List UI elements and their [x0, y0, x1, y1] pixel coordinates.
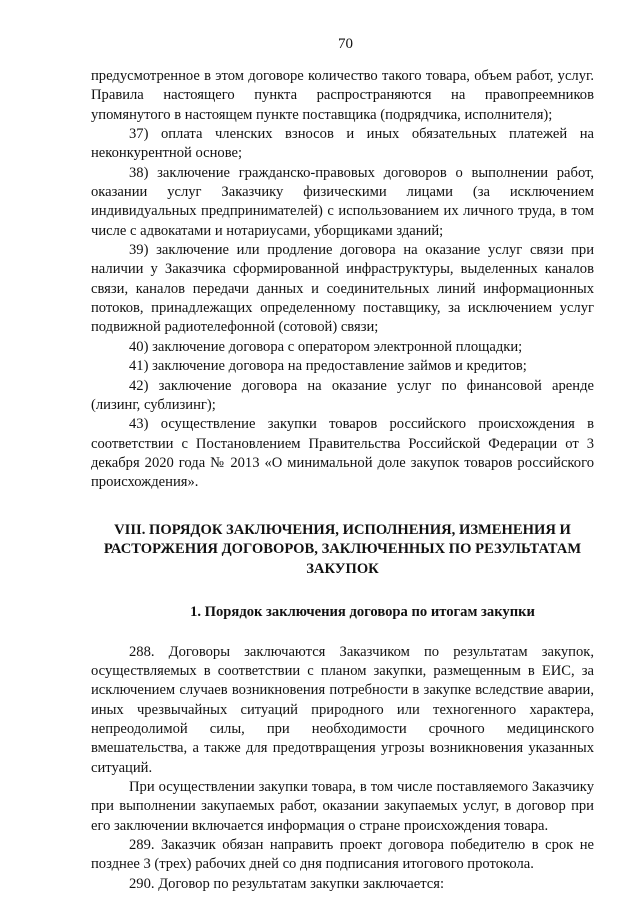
list-item-38: 38) заключение гражданско-правовых договоров о выполнении работ, оказании услуг Заказчику физическими лицами (за исключением индивидуальных предпринимателей) с использованием их личного труда, в том числе с адвокатами и нотариусами, уборщиками зданий; [91, 164, 594, 239]
list-item-42: 42) заключение договора на оказание услуг по финансовой аренде (лизинг, сублизинг); [91, 377, 594, 413]
document-page [91, 34, 594, 894]
section-title: VIII. ПОРЯДОК ЗАКЛЮЧЕНИЯ, ИСПОЛНЕНИЯ, ИЗМЕНЕНИЯ И РАСТОРЖЕНИЯ ДОГОВОРОВ, ЗАКЛЮЧЕННЫХ ПО РЕЗУЛЬТАТАМ ЗАКУПОК [103, 521, 582, 577]
subsection-title: 1. Порядок заключения договора по итогам закупки [190, 604, 535, 621]
paragraph-origin: При осуществлении закупки товара, в том числе поставляемого Заказчику при выполнении закупаемых работ, оказании закупаемых услуг, в договор при его заключении включается информация о стране происхождения товара. [91, 778, 594, 834]
list-item-41: 41) заключение договора на предоставление займов и кредитов; [129, 358, 527, 375]
list-item-39: 39) заключение или продление договора на оказание услуг связи при наличии у Заказчика сформированной инфраструктуры, выделенных каналов связи, каналов передачи данных и соединительных линий информационных потоков, принадлежащих определенному поставщику, за исключением услуг подвижной радиотелефонной (сотовой) связи; [91, 242, 594, 336]
page-number: 70 [338, 36, 353, 52]
list-item-40: 40) заключение договора с оператором электронной площадки; [129, 338, 523, 355]
paragraph-continuation: предусмотренное в этом договоре количество такого товара, объем работ, услуг. Правила настоящего пункта распространяются на правопреемников упомянутого в настоящем пункте поставщика (подрядчика, исполнителя); [91, 68, 594, 123]
paragraph-290: 290. Договор по результатам закупки заключается: [129, 875, 445, 892]
list-item-37: 37) оплата членских взносов и иных обязательных платежей на неконкурентной основе; [91, 126, 594, 162]
paragraph-288: 288. Договоры заключаются Заказчиком по результатам закупок, осуществляемых в соответствии с планом закупки, размещенным в ЕИС, за исключением случаев возникновения потребности в закупке вследствие аварии, иных чрезвычайных ситуаций природного или техногенного характера, непреодолимой силы, при необходимости срочного медицинского вмешательства, а также для предотвращения угрозы возникновения указанных ситуаций. [91, 643, 594, 776]
paragraph-289: 289. Заказчик обязан направить проект договора победителю в срок не позднее 3 (трех) рабочих дней со дня подписания итогового протокола. [91, 837, 594, 873]
list-item-43: 43) осуществление закупки товаров российского происхождения в соответствии с Постановлением Правительства Российской Федерации от 3 декабря 2020 года № 2013 «О минимальной доле закупок товаров российского происхождения». [91, 416, 594, 491]
